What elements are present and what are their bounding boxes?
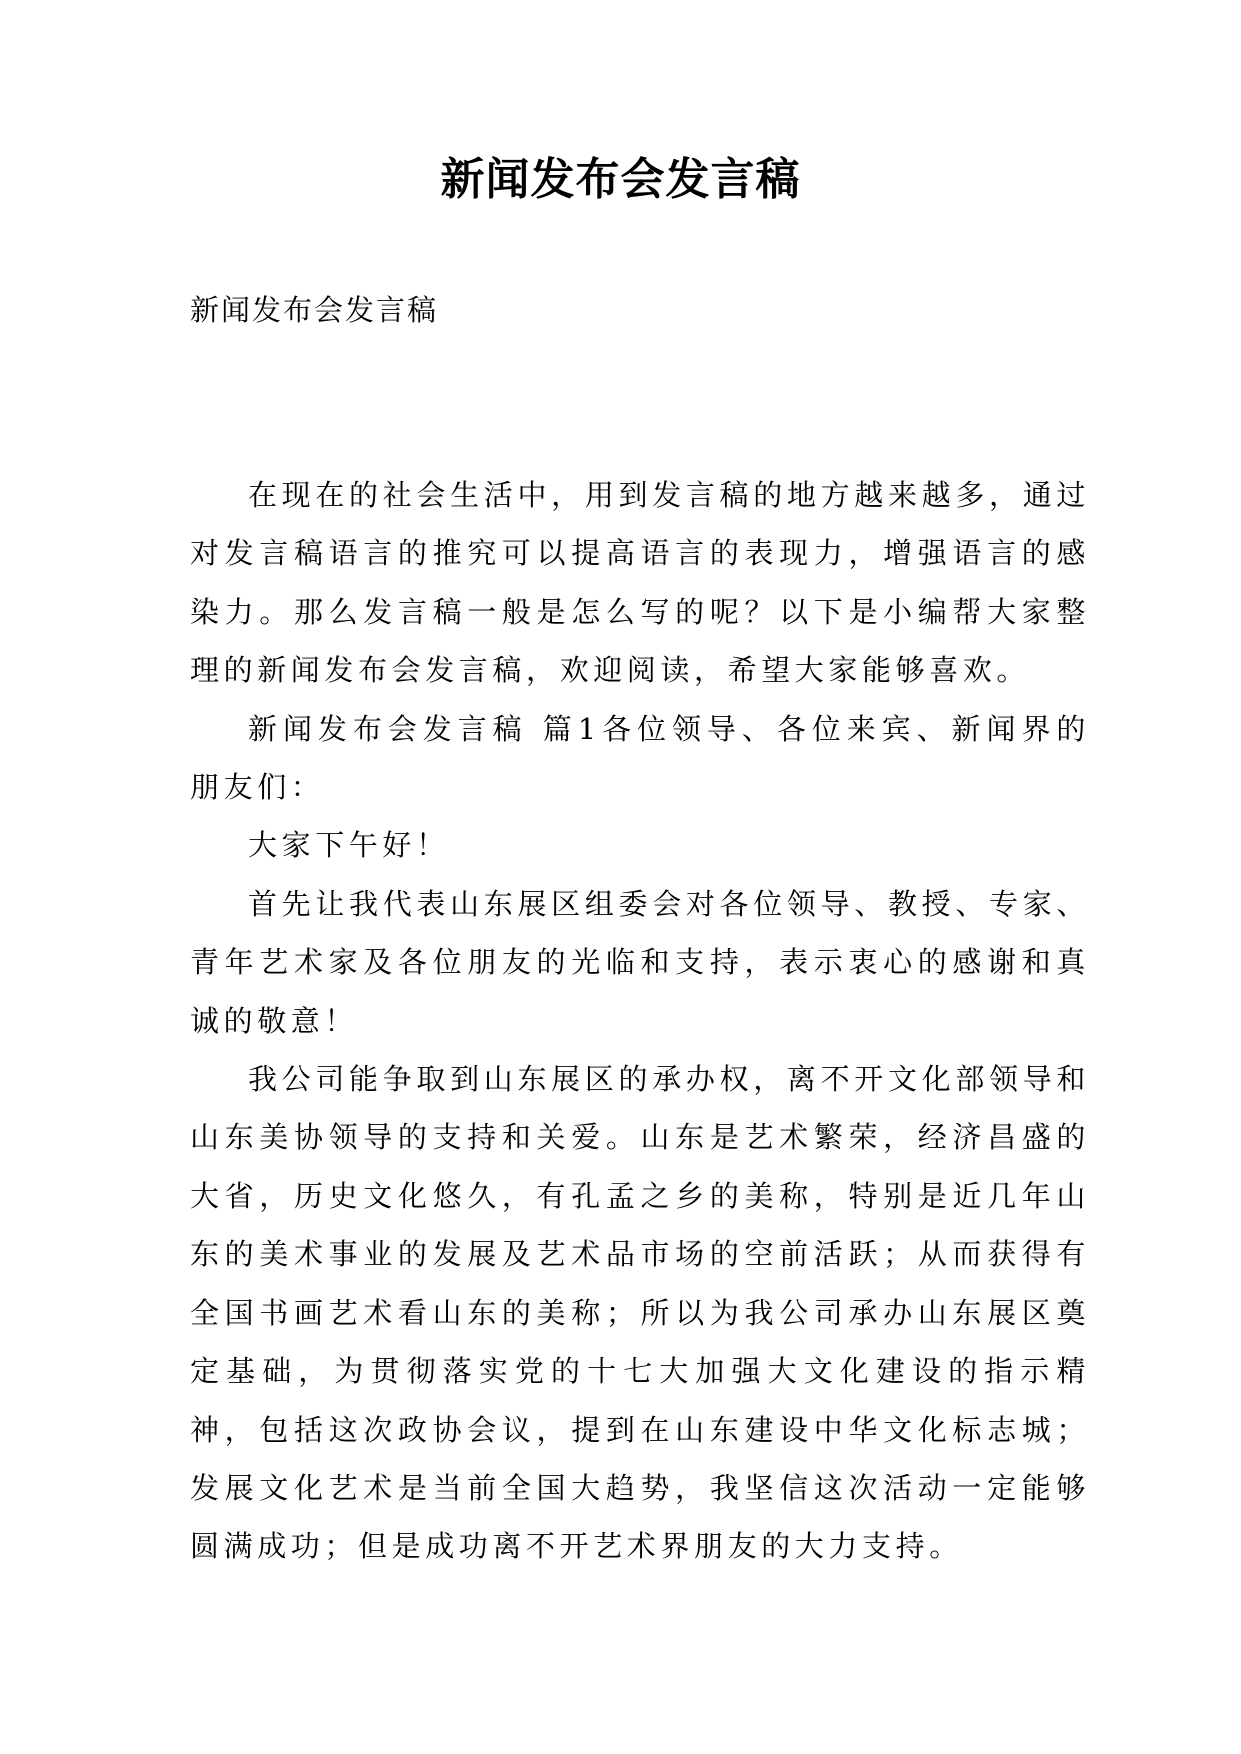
document-body	[190, 466, 1090, 1576]
document-subtitle: 新闻发布会发言稿	[190, 293, 439, 327]
paragraph-intro: 在现在的社会生活中，用到发言稿的地方越来越多，通过对发言稿语言的推究可以提高语言的表现力，增强语言的感染力。那么发言稿一般是怎么写的呢？以下是小编帮大家整理的新闻发布会发言稿，欢迎阅读，希望大家能够喜欢。	[190, 478, 1090, 688]
page-title: 新闻发布会发言稿	[440, 154, 801, 205]
paragraph-greeting: 大家下午好！	[248, 828, 450, 863]
paragraph-company: 我公司能争取到山东展区的承办权，离不开文化部领导和山东美协领导的支持和关爱。山东是艺术繁荣，经济昌盛的大省，历史文化悠久，有孔孟之乡的美称，特别是近几年山东的美术事业的发展及艺术品市场的空前活跃；从而获得有全国书画艺术看山东的美称；所以为我公司承办山东展区奠定基础，为贯彻落实党的十七大加强大文化建设的指示精神，包括这次政协会议，提到在山东建设中华文化标志城；发展文化艺术是当前全国大趋势，我坚信这次活动一定能够圆满成功；但是成功离不开艺术界朋友的大力支持。	[190, 1062, 1090, 1564]
paragraph-thanks: 首先让我代表山东展区组委会对各位领导、教授、专家、青年艺术家及各位朋友的光临和支持，表示衷心的感谢和真诚的敬意！	[190, 886, 1090, 1038]
paragraph-salutation: 新闻发布会发言稿 篇1各位领导、各位来宾、新闻界的朋友们：	[190, 711, 1090, 805]
